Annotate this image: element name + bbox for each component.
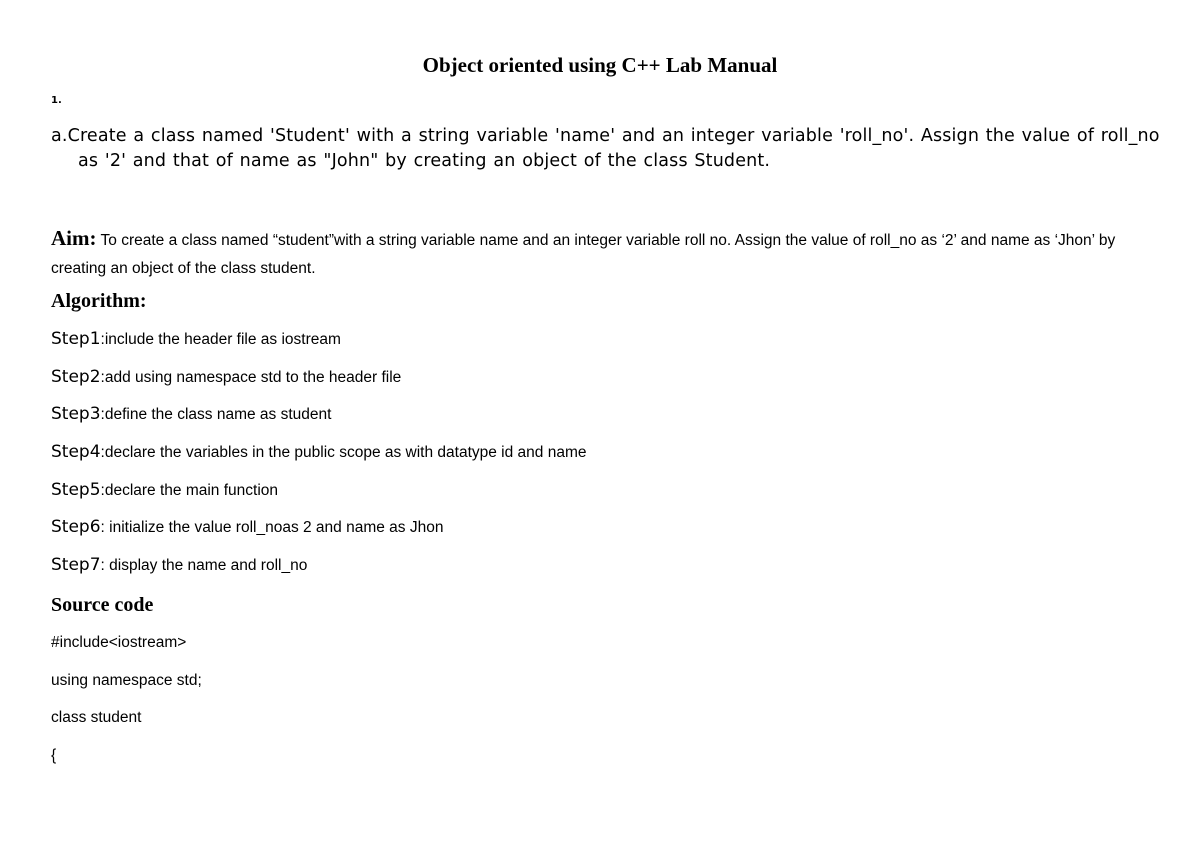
step-text: :define the class name as student [100,406,332,423]
aim-label: Aim: [51,226,97,250]
code-line: class student [51,709,142,726]
step-label: Step5 [51,480,101,500]
step-text: :include the header file as iostream [100,331,341,348]
algorithm-step [51,516,443,539]
step-text: :add using namespace std to the header file [100,369,402,386]
step-label: Step4 [51,442,101,462]
document-title: Object oriented using C++ Lab Manual [422,53,778,77]
algorithm-step [51,441,587,464]
source-code-heading: Source code [51,594,154,616]
step-label: Step7 [51,555,101,575]
question-text: a.Create a class named 'Student' with a string variable 'name' and an integer variable 'roll_no'. Assign the value of roll_no as '2' and that of name as "John" by creating an object of the class Student. [51,126,1160,171]
step-text: : initialize the value roll_noas 2 and name as Jhon [100,519,444,536]
algorithm-step [51,328,341,351]
step-text: :declare the main function [100,482,279,499]
aim-paragraph [51,224,1161,283]
algorithm-heading: Algorithm: [51,290,147,312]
code-line: #include<iostream> [51,634,187,651]
algorithm-step [51,403,331,426]
step-label: Step3 [51,404,101,424]
step-label: Step6 [51,517,101,537]
algorithm-step [51,479,278,502]
question-number: 1. [51,95,62,106]
step-text: : display the name and roll_no [100,557,308,574]
code-line: using namespace std; [51,672,202,689]
aim-text: To create a class named “student”with a string variable name and an integer variable roll no. Assign the value of roll_no as ‘2’ and name as ‘Jhon’ by creating an object of the class student. [51,232,1116,277]
step-label: Step1 [51,329,101,349]
algorithm-step [51,366,401,389]
code-line: { [51,747,57,764]
algorithm-step [51,554,307,577]
step-text: :declare the variables in the public scope as with datatype id and name [100,444,587,461]
step-label: Step2 [51,367,101,387]
